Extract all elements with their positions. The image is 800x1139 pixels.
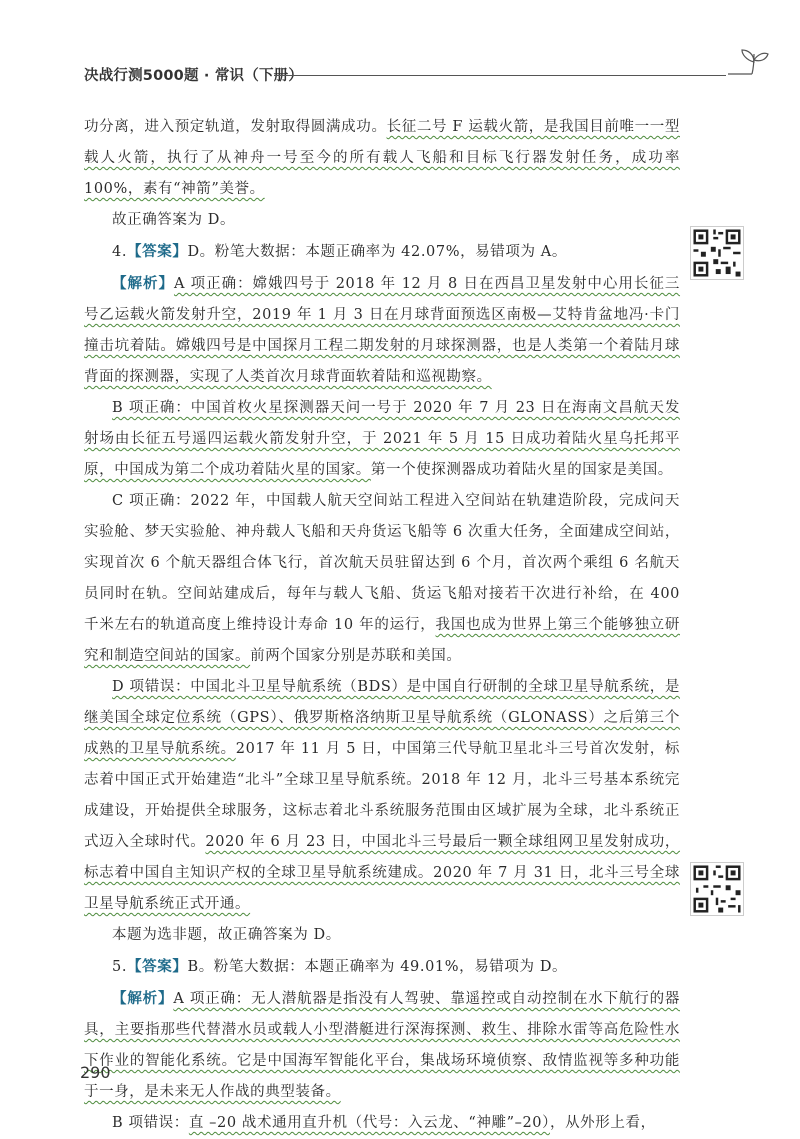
q5-analysis-b: B 项错误：直 –20 战术通用直升机（代号：入云龙、“神雕”–20），从外形上看， [112,1115,656,1131]
answer-line: 故正确答案为 D。 [112,212,236,228]
q4-conclusion: 本题为选非题，故正确答案为 D。 [112,927,341,943]
sprout-icon [724,48,772,88]
answer-tag: 【答案】 [127,958,188,975]
highlight-text: 2020 年 6 月 23 日，中国北斗三号最后一颗全球组网卫星发射成功，标志着中国自主知识产权的全球卫星导航系统建成。2020 年 7 月 31 日，北斗三号全球卫星导航系统正式开通。 [84,834,680,912]
page-number: 290 [80,1063,111,1082]
highlight-text: 我国也成为世界上第三个能够独立研究和制造空间站的国家。 [84,617,680,664]
q5-answer: 5.【答案】B。粉笔大数据：本题正确率为 49.01%，易错项为 D。 [112,958,568,975]
q4-answer: 4.【答案】D。粉笔大数据：本题正确率为 42.07%，易错项为 A。 [112,243,567,260]
analysis-tag: 【解析】 [112,990,174,1007]
q4-analysis-c: C 项正确：2022 年，中国载人航天空间站工程进入空间站在轨建造阶段，完成问天实验舱、梦天实验舱、神舟载人飞船和天舟货运飞船等 6 次重大任务，全面建成空间站，实现首次 6 个航天器组合体飞行，首次航天员驻留达到 6 个月，首次两个乘组 6 名航天员同时在轨。空间站建成后，每年与载人飞船、货运飞船对接若干次进行补给，在 400 千米左右的轨道高度上维持设计寿命 10 年的运行，我国也成为世界上第三个能够独立研究和制造空间站的国家。前两个国家分别是苏联和美国。 [84,493,680,664]
q5-analysis-a [84,983,680,1108]
header-rule [274,75,726,76]
highlight-text: D 项错误：中国北斗卫星导航系统（BDS）是中国自行研制的全球卫星导航系统，是继美国全球定位系统（GPS）、俄罗斯格洛纳斯卫星导航系统（GLONASS）之后第三个成熟的卫星导航系统。 [84,679,680,757]
header-title: 决战行测5000题 · 常识（下册） [84,68,304,84]
qr-code-icon[interactable] [690,226,744,280]
qr-code-icon[interactable] [690,862,744,916]
q4-analysis-b: B 项正确：中国首枚火星探测器天问一号于 2020 年 7 月 23 日在海南文昌航天发射场由长征五号遥四运载火箭发射升空，于 2021 年 5 月 15 日成功着陆火星乌托邦平原，中国成为第二个成功着陆火星的国家。第一个使探测器成功着陆火星的国家是美国。 [84,400,680,478]
q4-analysis-d: D 项错误：中国北斗卫星导航系统（BDS）是中国自行研制的全球卫星导航系统，是继美国全球定位系统（GPS）、俄罗斯格洛纳斯卫星导航系统（GLONASS）之后第三个成熟的卫星导航系统。2017 年 11 月 5 日，中国第三代导航卫星北斗三号首次发射，标志着中国正式开始建造“北斗”全球卫星导航系统。2018 年 12 月，北斗三号基本系统完成建设，开始提供全球服务，这标志着北斗系统服务范围由区域扩展为全球，北斗系统正式迈入全球时代。2020 年 6 月 23 日，中国北斗三号最后一颗全球组网卫星发射成功，标志着中国自主知识产权的全球卫星导航系统建成。2020 年 7 月 31 日，北斗三号全球卫星导航系统正式开通。 [84,679,680,912]
qr-code-graphic [691,863,743,915]
highlight-text: A 项正确：嫦娥四号于 2018 年 12 月 8 日在西昌卫星发射中心用长征三号乙运载火箭发射升空，2019 年 1 月 3 日在月球背面预选区南极—艾特肯盆地冯·卡门撞击坑着陆。嫦娥四号是中国探月工程二期发射的月球探测器，也是人类第一个着陆月球背面的探测器，实现了人类首次月球背面软着陆和巡视勘察。 [84,276,681,385]
paragraph-intro: 功分离，进入预定轨道，发射取得圆满成功。长征二号 F 运载火箭，是我国目前唯一一型载人火箭，执行了从神舟一号至今的所有载人飞船和目标飞行器发射任务，成功率 100%，素有“神箭”美誉。 [84,119,680,197]
analysis-tag: 【解析】 [112,275,174,292]
highlight-text: 长征二号 F 运载火箭，是我国目前唯一一型载人火箭，执行了从神舟一号至今的所有载人飞船和目标飞行器发射任务，成功率 100%，素有“神箭”美誉。 [84,119,680,197]
q4-analysis-a [84,268,680,393]
running-header [84,62,774,92]
highlight-text: A 项正确：无人潜航器是指没有人驾驶、靠遥控或自动控制在水下航行的器具，主要指那些代替潜水员或载人小型潜艇进行深海探测、救生、排除水雷等高危险性水下作业的智能化系统。它是中国海军智能化平台，集战场环境侦察、敌情监视等多种功能于一身，是未来无人作战的典型装备。 [84,991,680,1100]
qr-code-graphic [691,227,743,279]
page-body [84,112,680,1139]
highlight-text: 直 –20 战术通用直升机（代号：入云龙、“神雕”–20） [188,1115,550,1131]
answer-tag: 【答案】 [127,243,188,260]
highlight-text: B 项正确：中国首枚火星探测器天问一号于 2020 年 7 月 23 日在海南文昌航天发射场由长征五号遥四运载火箭发射升空，于 2021 年 5 月 15 日成功着陆火星乌托邦平原，中国成为第二个成功着陆火星的国家。 [84,400,680,478]
